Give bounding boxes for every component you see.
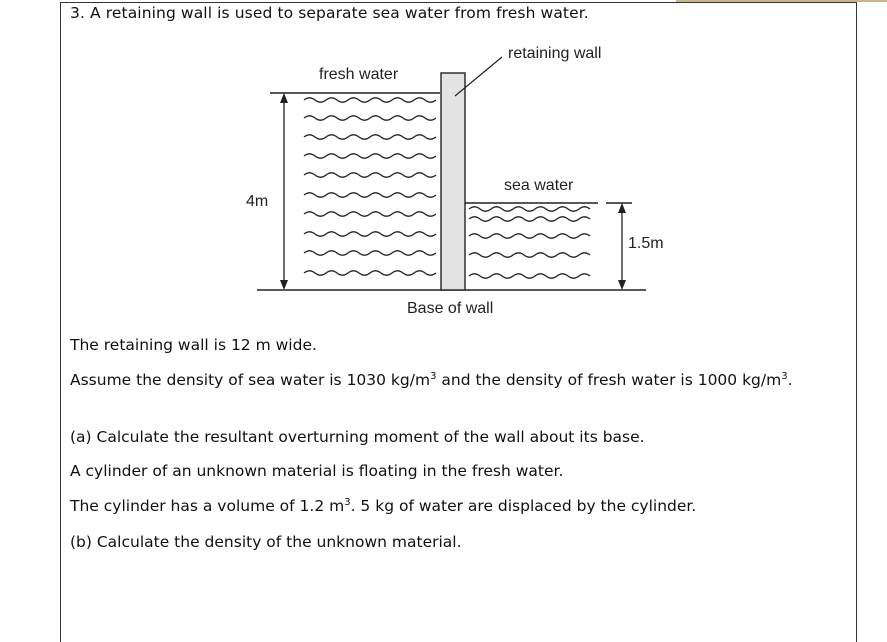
sea-water-waves: [469, 207, 590, 278]
question-title: 3. A retaining wall is used to separate sea water from fresh water.: [70, 4, 589, 22]
label-sea-water: sea water: [504, 177, 574, 194]
wave-line: [304, 232, 436, 236]
part-b-text: (b) Calculate the density of the unknown material.: [70, 533, 462, 551]
paragraph-cylinder-volume: [70, 495, 810, 517]
wave-line: [304, 154, 436, 158]
sea-height-arrow: [618, 203, 626, 290]
cylinder-volume-text-b: . 5 kg of water are displaced by the cylinder.: [350, 497, 697, 515]
wave-line: [304, 98, 436, 102]
cylinder-volume-sup: 3: [344, 496, 351, 508]
wave-line: [304, 135, 436, 139]
paragraph-part-a: [70, 426, 810, 448]
label-base-of-wall: Base of wall: [407, 300, 494, 317]
wave-line: [304, 116, 436, 120]
wave-line: [469, 253, 590, 257]
label-sea-height: 1.5m: [628, 235, 664, 252]
wave-line: [304, 251, 436, 255]
paragraph-wall-width: [70, 334, 810, 356]
fresh-height-arrow: [280, 93, 288, 290]
cylinder-intro-text: A cylinder of an unknown material is floating in the fresh water.: [70, 462, 564, 480]
wave-line: [304, 212, 436, 216]
densities-sup-2: 3: [781, 370, 788, 382]
wall-width-text: The retaining wall is 12 m wide.: [70, 336, 317, 354]
densities-sup-1: 3: [430, 370, 437, 382]
wave-line: [304, 173, 436, 177]
part-a-text: (a) Calculate the resultant overturning moment of the wall about its base.: [70, 428, 645, 446]
cylinder-volume-text-a: The cylinder has a volume of 1.2 m: [70, 497, 345, 515]
paragraph-densities: [70, 369, 810, 391]
wave-line: [469, 217, 590, 221]
wave-line: [469, 234, 590, 238]
fresh-water-waves: [304, 98, 436, 275]
wave-line: [304, 193, 436, 197]
wave-line: [469, 274, 590, 278]
densities-text-b: and the density of fresh water is 1000 kg/m: [436, 371, 782, 389]
label-fresh-water: fresh water: [319, 66, 399, 83]
densities-text-a: Assume the density of sea water is 1030 kg/m: [70, 371, 431, 389]
label-fresh-height: 4m: [246, 193, 269, 210]
paragraph-part-b: [70, 531, 810, 553]
densities-text-c: .: [787, 371, 793, 389]
wave-line: [469, 207, 590, 211]
wave-line: [304, 271, 436, 275]
retaining-wall: [441, 73, 465, 290]
paragraph-cylinder-intro: [70, 460, 810, 482]
label-retaining-wall: retaining wall: [508, 45, 602, 62]
